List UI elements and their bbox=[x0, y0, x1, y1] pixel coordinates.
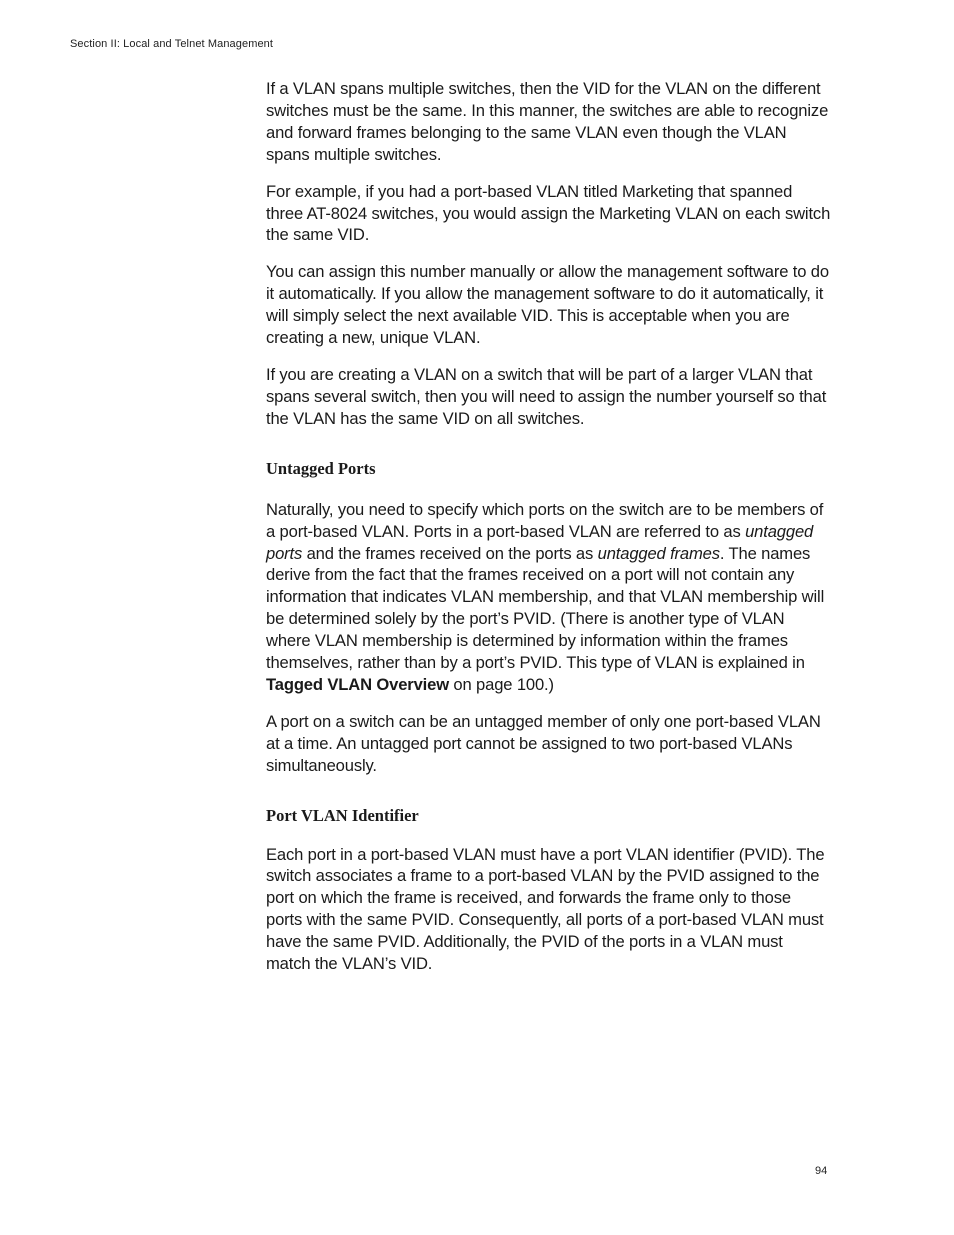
term-untagged-ports: untagged ports bbox=[266, 521, 814, 563]
page-number: 94 bbox=[815, 1165, 828, 1177]
paragraph-pvid: Each port in a port-based VLAN must have a port VLAN identifier (PVID). The switch associates a frame to a port-based VLAN by the PVID assigned to the port on which the frame is received, and forwards the frame only to those ports with the same PVID. Consequently, all ports of a port-based VLAN must have the same PVID. Additionally, the PVID of the ports in a VLAN must match the VLAN’s VID. bbox=[266, 844, 825, 974]
paragraph-untagged-definition: Naturally, you need to specify which ports on the switch are to be members of a port-based VLAN. Ports in a port-based VLAN are referred to as untagged ports and the frames received on the ports as untagged frames. The names derive from the fact that the frames received on a port will not contain any information that indicates VLAN membership, and that VLAN membership will be determined solely by the port’s PVID. (There is another type of VLAN where VLAN membership is determined by information within the frames themselves, rather than by a port’s PVID. This type of VLAN is explained in Tagged VLAN Overview on page 100.) bbox=[266, 499, 825, 694]
paragraph-marketing-example: For example, if you had a port-based VLAN titled Marketing that spanned three AT-8024 switches, you would assign the Marketing VLAN on each switch the same VID. bbox=[266, 181, 831, 245]
link-tagged-vlan-overview[interactable]: Tagged VLAN Overview bbox=[266, 674, 449, 694]
paragraph-vid-multiple-switches: If a VLAN spans multiple switches, then the VID for the VLAN on the different switches must be the same. In this manner, the switches are able to recognize and forward frames belonging to the same VLAN even though the VLAN spans multiple switches. bbox=[266, 79, 829, 164]
paragraph-untagged-member: A port on a switch can be an untagged member of only one port-based VLAN at a time. An untagged port cannot be assigned to two port-based VLANs simultaneously. bbox=[266, 711, 821, 775]
body-content bbox=[266, 78, 831, 990]
paragraph-larger-vlan: If you are creating a VLAN on a switch that will be part of a larger VLAN that spans several switch, then you will need to assign the number yourself so that the VLAN has the same VID on all switches. bbox=[266, 364, 827, 428]
heading-untagged-ports: Untagged Ports bbox=[266, 458, 376, 478]
heading-port-vlan-identifier: Port VLAN Identifier bbox=[266, 805, 419, 825]
paragraph-assign-number: You can assign this number manually or allow the management software to do it automatically. If you allow the management software to do it automatically, it will simply select the next available VID. This is acceptable when you are creating a new, unique VLAN. bbox=[266, 262, 829, 348]
term-untagged-frames: untagged frames bbox=[597, 543, 720, 563]
running-header: Section II: Local and Telnet Management bbox=[70, 38, 274, 50]
